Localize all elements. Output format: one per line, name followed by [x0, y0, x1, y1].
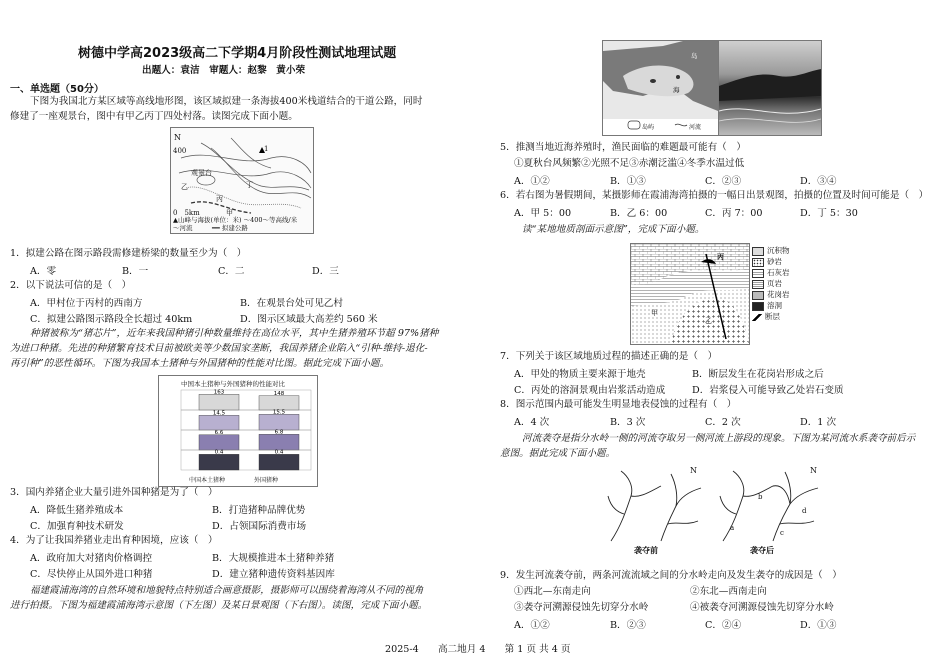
- q7-option-a[interactable]: A．甲处的物质主要来源于地壳: [514, 369, 646, 380]
- legend-shale: 页岩: [752, 278, 790, 289]
- intro-3-line-2: 进行拍摄。下图为福建霞浦海湾示意图（下左图）及某日景观图（下右图）。读图，完成下面小题。: [10, 600, 428, 611]
- intro-5-line-1: 河流袭夺是指分水岭一侧的河流夺取另一侧河流上游段的现象。下图为某河流水系袭夺前后示: [522, 433, 916, 444]
- viewpoint-label: 观景台: [191, 169, 212, 177]
- question-9-stem: 9．发生河流袭夺前，两条河流流域之间的分水岭走向及发生袭夺的成因是（ ）: [500, 570, 842, 581]
- question-3-stem: 3．国内养猪企业大量引进外国种猪是为了（ ）: [10, 487, 218, 498]
- question-1-stem: 1．拟建公路在图示路段需修建桥梁的数量至少为（ ）: [10, 248, 247, 259]
- q4-option-b[interactable]: B．大规模推进本土猪种养猪: [212, 553, 335, 564]
- page-footer: 2025-4 高二地月 4 第 1 页 共 4 页: [385, 644, 571, 655]
- legend-sediment: 沉积物: [752, 245, 790, 256]
- question-2-stem: 2．以下说法可信的是（ ）: [10, 280, 132, 291]
- contour-400-label: 400: [173, 147, 187, 155]
- q9-option-d[interactable]: D．①③: [800, 620, 837, 631]
- before-caption: 袭夺前: [634, 546, 658, 555]
- bar-series-2-cat-0: [199, 435, 239, 450]
- q7-option-c[interactable]: C．丙处的溶洞景观由岩浆活动造成: [514, 385, 666, 396]
- legend-cave: 溶洞: [752, 300, 790, 311]
- river-point-a: a: [730, 524, 735, 532]
- q9-option-c[interactable]: C．②④: [705, 620, 742, 631]
- map2-legend-island: 岛屿: [642, 124, 655, 131]
- bar-value-label: 0.4: [274, 449, 284, 456]
- intro-1-line-2: 修建了一座观景台，图中有甲乙丙丁四处村落。读图完成下面小题。: [10, 111, 298, 122]
- q9-statement-4: ④被袭夺河溯源侵蚀先切穿分水岭: [690, 602, 834, 613]
- bar-series-1-cat-1: [259, 414, 299, 430]
- scale-bar: 0 5km: [173, 209, 200, 217]
- legend-sandstone: 砂岩: [752, 256, 790, 267]
- question-5-statements: ①夏秋台风频繁②光照不足③赤潮泛滥④冬季水温过低: [514, 158, 745, 169]
- village-jia: 甲: [226, 209, 233, 217]
- q4-option-a[interactable]: A．政府加大对猪肉价格调控: [30, 553, 153, 564]
- q8-option-d[interactable]: D．1 次: [800, 417, 837, 428]
- bar-value-label: 163: [213, 389, 225, 396]
- question-4-stem: 4．为了让我国养猪业走出育种困境，应该（ ）: [10, 535, 218, 546]
- q3-option-b[interactable]: B．打造猪种品牌优势: [212, 505, 306, 516]
- q3-option-c[interactable]: C．加强育种技术研发: [30, 521, 124, 532]
- q9-option-b[interactable]: B．②③: [610, 620, 646, 631]
- map2-legend-river: 河流: [689, 124, 702, 131]
- bar-value-label: 0.4: [214, 449, 224, 456]
- q8-option-a[interactable]: A．4 次: [514, 417, 550, 428]
- intro-2-line-1: 种猪被称为“猪芯片”，近年来我国种猪引种数量维持在高位水平，其中生猪养殖环节超 97%猪种: [30, 328, 439, 339]
- before-north-label: N: [690, 466, 697, 475]
- q4-option-d[interactable]: D．建立猪种遗传资料基因库: [212, 569, 335, 580]
- sunrise-photo-svg: [719, 41, 821, 135]
- sea-label: 海: [673, 86, 680, 94]
- bar-chart-svg: [159, 376, 317, 486]
- q3-option-d[interactable]: D．占领国际消费市场: [212, 521, 307, 532]
- q9-option-a[interactable]: A．①②: [514, 620, 550, 631]
- q6-option-b[interactable]: B．乙 6：00: [610, 208, 668, 219]
- river-before-diagram: [606, 466, 706, 556]
- intro-5-line-2: 意图。据此完成下面小题。: [500, 448, 616, 459]
- q6-option-a[interactable]: A．甲 5：00: [514, 208, 572, 219]
- contour-map: [170, 127, 314, 234]
- river-point-c: c: [780, 529, 784, 537]
- q9-statement-3: ③袭夺河溯源侵蚀先切穿分水岭: [514, 602, 649, 613]
- river-point-d: d: [802, 507, 807, 515]
- question-5-stem: 5．推测当地近海养殖时，渔民面临的难题最可能有（ ）: [500, 142, 746, 153]
- bar-series-0-cat-0: [199, 394, 239, 410]
- chart-title: 中国本土猪种与外国猪种的性能对比: [181, 380, 285, 388]
- category-label-foreign: 外国猪种: [254, 477, 279, 484]
- q8-option-b[interactable]: B．3 次: [610, 417, 646, 428]
- q9-statement-2: ②东北—西南走向: [690, 586, 767, 597]
- bar-series-1-cat-0: [199, 415, 239, 430]
- map1-legend-2: ～河流 ━━ 拟建公路: [173, 224, 248, 232]
- bar-value-label: 6.8: [274, 429, 284, 436]
- bar-value-label: 6.6: [214, 429, 224, 436]
- authors: 出题人：袁洁 审题人：赵黎 黄小荣: [142, 65, 306, 76]
- legend-fault: 断层: [752, 311, 790, 322]
- q6-option-d[interactable]: D．丁 5：30: [800, 208, 858, 219]
- q1-option-d[interactable]: D．三: [312, 266, 339, 277]
- bar-series-2-cat-1: [259, 434, 299, 450]
- geo-label-yi: 乙: [705, 317, 712, 325]
- bar-value-label: 15.5: [272, 409, 286, 416]
- legend-limestone: 石灰岩: [752, 267, 790, 278]
- bay-map: [602, 40, 719, 136]
- intro-3-line-1: 福建霞浦海湾的自然环境和地貌特点特别适合画意摄影，摄影师可以围绕着海湾从不同的视角: [30, 585, 424, 596]
- page-title: 树德中学高2023级高二下学期4月阶段性测试地理试题: [78, 46, 397, 61]
- legend-granite: 花岗岩: [752, 289, 790, 300]
- village-ding: 丁: [246, 181, 253, 189]
- bar-value-label: 148: [273, 390, 285, 397]
- intro-2-line-3: 再引种”的恶性循环。下图为我国本土猪种与外国猪种的性能对比图。据此完成下面小题。: [10, 358, 390, 369]
- q7-option-b[interactable]: B．断层发生在花岗岩形成之后: [692, 369, 824, 380]
- question-8-stem: 8．图示范围内最可能发生明显地表侵蚀的过程有（ ）: [500, 399, 737, 410]
- q5-option-a[interactable]: A．①②: [514, 176, 550, 187]
- q4-option-c[interactable]: C．尽快停止从国外进口种猪: [30, 569, 153, 580]
- q2-option-b[interactable]: B．在观景台处可见乙村: [240, 298, 343, 309]
- q2-option-d[interactable]: D．图示区域最大高差约 560 米: [240, 314, 378, 325]
- peak-label: 1: [264, 145, 269, 153]
- q2-option-c[interactable]: C．拟建公路图示路段全长超过 40km: [30, 314, 193, 325]
- map1-legend-1: ▲山峰与海拔(单位：米) ～400～等高线/米: [173, 216, 298, 224]
- intro-1-line-1: 下图为我国北方某区域等高线地形图，该区域拟建一条海拔400米栈道结合的干道公路，同时: [30, 96, 423, 107]
- river-after-diagram: [718, 466, 823, 556]
- section-heading: 一、单选题（50分）: [10, 84, 104, 95]
- q5-option-c[interactable]: C．②③: [705, 176, 742, 187]
- q6-option-c[interactable]: C．丙 7：00: [705, 208, 763, 219]
- q3-option-a[interactable]: A．降低生猪养殖成本: [30, 505, 124, 516]
- geology-section: [630, 243, 750, 345]
- bar-series-0-cat-1: [259, 396, 299, 410]
- geology-section-svg: [631, 244, 749, 344]
- q9-statement-1: ①西北—东南走向: [514, 586, 591, 597]
- bar-series-3-cat-0: [199, 454, 239, 470]
- geology-legend: [752, 245, 790, 322]
- geo-label-jia: 甲: [651, 309, 658, 317]
- q1-option-b[interactable]: B．一: [122, 266, 149, 277]
- river-point-b: b: [758, 493, 763, 501]
- village-yi: 乙: [181, 183, 188, 191]
- category-label-local: 中国本土猪种: [189, 477, 226, 484]
- q7-option-d[interactable]: D．岩浆侵入可能导致乙处岩石变质: [692, 385, 844, 396]
- village-bing: 丙: [216, 195, 223, 203]
- question-7-stem: 7．下列关于该区域地质过程的描述正确的是（ ）: [500, 351, 718, 362]
- after-north-label: N: [810, 466, 817, 475]
- intro-4: 读“某地地质剖面示意图”，完成下面小题。: [522, 224, 705, 235]
- q1-option-c[interactable]: C．二: [218, 266, 245, 277]
- q5-option-d[interactable]: D．③④: [800, 176, 837, 187]
- q5-option-b[interactable]: B．①③: [610, 176, 646, 187]
- island-label: 岛: [691, 52, 698, 60]
- geo-label-bing: 丙: [717, 252, 724, 261]
- after-caption: 袭夺后: [750, 546, 774, 555]
- north-arrow-label: N: [174, 133, 181, 142]
- pig-comparison-chart: [158, 375, 318, 487]
- intro-2-line-2: 为进口种猪。先进的种猪繁育技术目前被欧美等少数国家垄断，我国养猪企业陷入“引种-维持-退化-: [10, 343, 428, 354]
- q1-option-a[interactable]: A．零: [30, 266, 57, 277]
- q8-option-c[interactable]: C．2 次: [705, 417, 741, 428]
- q2-option-a[interactable]: A．甲村位于丙村的西南方: [30, 298, 143, 309]
- question-6-stem: 6．若右图为暑假期间，某摄影师在霞浦海湾拍摄的一幅日出景观图，拍摄的位置及时间可能是（ ）: [500, 190, 929, 201]
- bar-series-3-cat-1: [259, 454, 299, 470]
- bar-value-label: 14.5: [212, 410, 226, 417]
- sunrise-photo: [718, 40, 822, 136]
